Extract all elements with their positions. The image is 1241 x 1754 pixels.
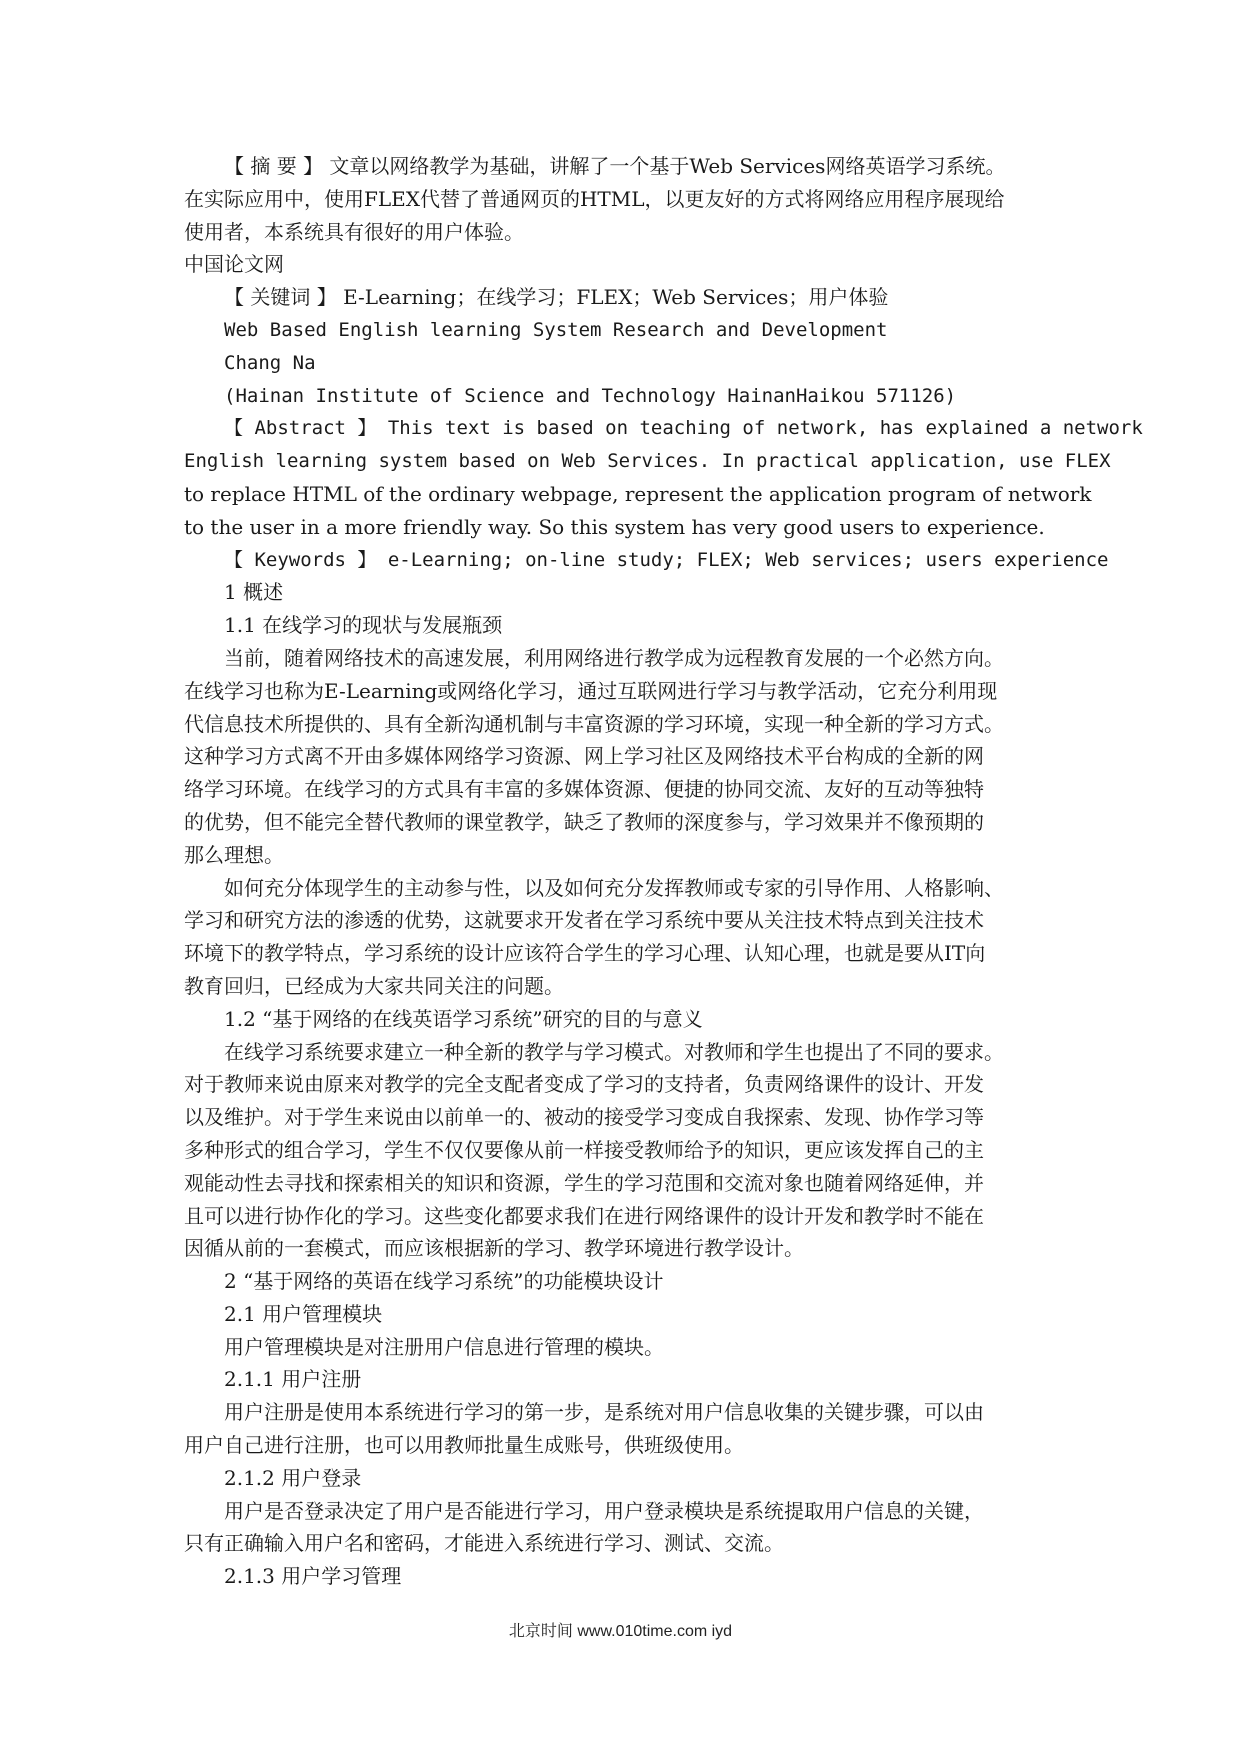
text-line: 的优势，但不能完全替代教师的课堂教学，缺乏了教师的深度参与，学习效果并不像预期的 — [184, 809, 984, 834]
text-line: 【 Abstract 】 This text is based on teaching of network, has explained a network — [224, 417, 1143, 440]
text-line: (Hainan Institute of Science and Technology HainanHaikou 571126) — [224, 384, 957, 407]
text-line: 用户是否登录决定了用户是否能进行学习，用户登录模块是系统提取用户信息的关键， — [224, 1498, 984, 1523]
text-line: 在线学习系统要求建立一种全新的教学与学习模式。对教师和学生也提出了不同的要求。 — [224, 1039, 1004, 1064]
text-line: 如何充分体现学生的主动参与性，以及如何充分发挥教师或专家的引导作用、人格影响、 — [224, 875, 1004, 900]
text-line: 因循从前的一套模式，而应该根据新的学习、教学环境进行教学设计。 — [184, 1236, 804, 1261]
text-line: 2 “基于网络的英语在线学习系统”的功能模块设计 — [224, 1269, 664, 1294]
text-line: 2.1.2 用户登录 — [224, 1465, 362, 1490]
text-line: 当前，随着网络技术的高速发展，利用网络进行教学成为远程教育发展的一个必然方向。 — [224, 645, 1004, 670]
text-line: 在线学习也称为E-Learning或网络化学习，通过互联网进行学习与教学活动，它充分利用现 — [184, 678, 998, 703]
text-line: 以及维护。对于学生来说由以前单一的、被动的接受学习变成自我探索、发现、协作学习等 — [184, 1105, 984, 1130]
text-line: 1.1 在线学习的现状与发展瓶颈 — [224, 613, 503, 638]
text-line: 多种形式的组合学习，学生不仅仅要像从前一样接受教师给予的知识，更应该发挥自己的主 — [184, 1137, 984, 1162]
text-line: 中国论文网 — [184, 252, 284, 277]
text-line: 在实际应用中，使用FLEX代替了普通网页的HTML，以更友好的方式将网络应用程序展现给 — [184, 186, 1005, 211]
text-line: 教育回归，已经成为大家共同关注的问题。 — [184, 973, 564, 998]
text-line: 1 概述 — [224, 580, 284, 605]
page-footer: 北京时间 www.010time.com iyd — [508, 1623, 733, 1640]
text-line: 2.1.1 用户注册 — [224, 1367, 362, 1392]
text-line: 那么理想。 — [184, 842, 284, 867]
text-line: 对于教师来说由原来对教学的完全支配者变成了学习的支持者，负责网络课件的设计、开发 — [184, 1072, 984, 1097]
text-line: 这种学习方式离不开由多媒体网络学习资源、网上学习社区及网络技术平台构成的全新的网 — [184, 744, 984, 769]
text-line: 只有正确输入用户名和密码，才能进入系统进行学习、测试、交流。 — [184, 1531, 784, 1556]
text-line: 使用者，本系统具有很好的用户体验。 — [184, 219, 524, 244]
text-line: 2.1 用户管理模块 — [224, 1301, 383, 1326]
text-line: 且可以进行协作化的学习。这些变化都要求我们在进行网络课件的设计开发和教学时不能在 — [184, 1203, 984, 1228]
text-line: 用户自己进行注册，也可以用教师批量生成账号，供班级使用。 — [184, 1433, 744, 1458]
text-line: 【 摘 要 】 文章以网络教学为基础，讲解了一个基于Web Services网络英语学习系统。 — [224, 154, 1006, 178]
text-line: English learning system based on Web Services. In practical application, use FLEX — [184, 450, 1111, 473]
text-line: 用户管理模块是对注册用户信息进行管理的模块。 — [224, 1334, 664, 1359]
text-line: 【 Keywords 】 e-Learning; on-line study; FLEX; Web services; users experience — [224, 548, 1109, 571]
text-line: 代信息技术所提供的、具有全新沟通机制与丰富资源的学习环境，实现一种全新的学习方式。 — [184, 711, 1004, 736]
text-line: to the user in a more friendly way. So this system has very good users to experience. — [184, 514, 1045, 539]
text-line: 【 关键词 】 E-Learning；在线学习；FLEX；Web Services；用户体验 — [224, 285, 889, 310]
text-line: 络学习环境。在线学习的方式具有丰富的多媒体资源、便捷的协同交流、友好的互动等独特 — [184, 777, 984, 802]
text-line: 用户注册是使用本系统进行学习的第一步，是系统对用户信息收集的关键步骤，可以由 — [224, 1400, 984, 1425]
text-line: Web Based English learning System Research and Development — [224, 318, 888, 341]
text-line: Chang Na — [224, 351, 316, 374]
text-line: to replace HTML of the ordinary webpage, represent the application program of network — [184, 481, 1092, 506]
text-line: 观能动性去寻找和探索相关的知识和资源，学生的学习范围和交流对象也随着网络延伸，并 — [184, 1170, 984, 1195]
document-body — [184, 150, 1143, 1593]
text-line: 1.2 “基于网络的在线英语学习系统”研究的目的与意义 — [224, 1006, 703, 1031]
text-line: 环境下的教学特点，学习系统的设计应该符合学生的学习心理、认知心理，也就是要从IT向 — [184, 941, 986, 966]
text-line: 2.1.3 用户学习管理 — [224, 1564, 402, 1589]
text-line: 学习和研究方法的渗透的优势，这就要求开发者在学习系统中要从关注技术特点到关注技术 — [184, 908, 984, 933]
